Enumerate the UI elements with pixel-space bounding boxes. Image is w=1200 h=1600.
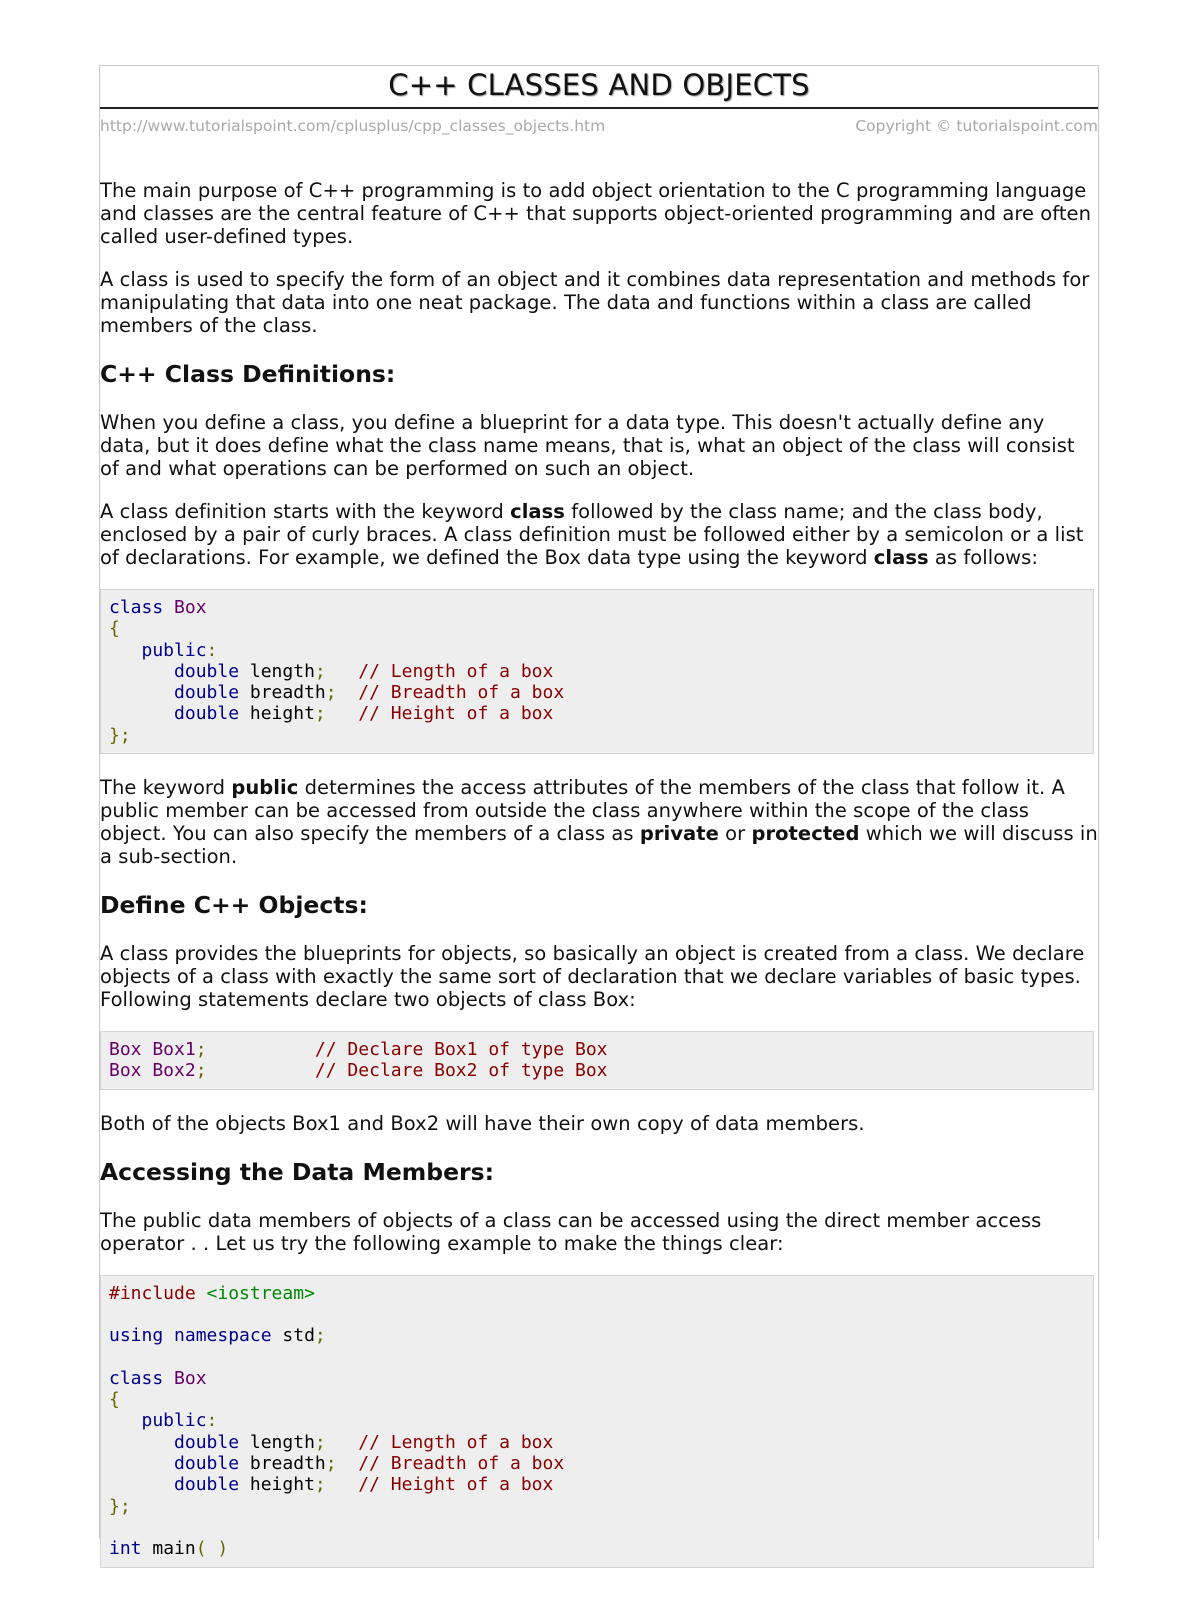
code-block-declare-objects: Box Box1; // Declare Box1 of type Box Box Box2; // Declare Box2 of type Box bbox=[100, 1031, 1094, 1090]
source-url: http://www.tutorialspoint.com/cplusplus/cpp_classes_objects.htm bbox=[100, 117, 606, 135]
intro-paragraph-2: A class is used to specify the form of an object and it combines data representation and methods for manipulating that data into one neat package. The data and functions within a class are called members of the class. bbox=[100, 268, 1090, 337]
class-definitions-paragraph-2: A class definition starts with the keyword class followed by the class name; and the class body, enclosed by a pair of curly braces. A class definition must be followed either by a semicolon or a list of declarations. For example, we defined the Box data type using the keyword class as follows: bbox=[100, 500, 1084, 569]
section-heading-class-definitions: C++ Class Definitions: bbox=[100, 360, 396, 388]
main-content bbox=[100, 141, 1098, 1568]
class-definitions-paragraph-1: When you define a class, you define a blueprint for a data type. This doesn't actually define any data, but it does define what the class name means, that is, what an object of the class will consist of and what operations can be performed on such an object. bbox=[100, 411, 1075, 480]
define-objects-paragraph-2: Both of the objects Box1 and Box2 will have their own copy of data members. bbox=[100, 1111, 865, 1135]
copyright-notice: Copyright © tutorialspoint.com bbox=[855, 117, 1098, 135]
page-title: C++ CLASSES AND OBJECTS bbox=[388, 68, 810, 102]
section-heading-accessing-members: Accessing the Data Members: bbox=[100, 1157, 495, 1186]
public-keyword-paragraph: The keyword public determines the access attributes of the members of the class that follow it. A public member can be accessed from outside the class anywhere within the scope of the class object. You can also specify the members of a class as private or protected which we will discuss in a sub-section. bbox=[100, 776, 1098, 869]
code-block-class-box: class Box { public: double length; // Length of a box double breadth; // Breadth of a box double height; // Height of a box }; bbox=[100, 589, 1094, 754]
accessing-members-paragraph-1: The public data members of objects of a class can be accessed using the direct member access operator . . Let us try the following example to make the things clear: bbox=[100, 1208, 1042, 1255]
intro-paragraph-1: The main purpose of C++ programming is to add object orientation to the C programming language and classes are the central feature of C++ that supports object-oriented programming and are often called user-defined types. bbox=[100, 179, 1091, 248]
meta-row bbox=[100, 117, 1098, 141]
document-page bbox=[99, 65, 1099, 1560]
define-objects-paragraph-1: A class provides the blueprints for objects, so basically an object is created from a class. We declare objects of a class with exactly the same sort of declaration that we declare variables of basic types. Following statements declare two objects of class Box: bbox=[100, 942, 1085, 1012]
title-bar bbox=[100, 66, 1098, 109]
code-block-example-program: #include <iostream> using namespace std; class Box { public: double length; // Length of a box double breadth; // Breadth of a box double height; // Height of a box }; int main( ) bbox=[100, 1275, 1094, 1568]
section-heading-define-objects: Define C++ Objects: bbox=[100, 891, 368, 920]
